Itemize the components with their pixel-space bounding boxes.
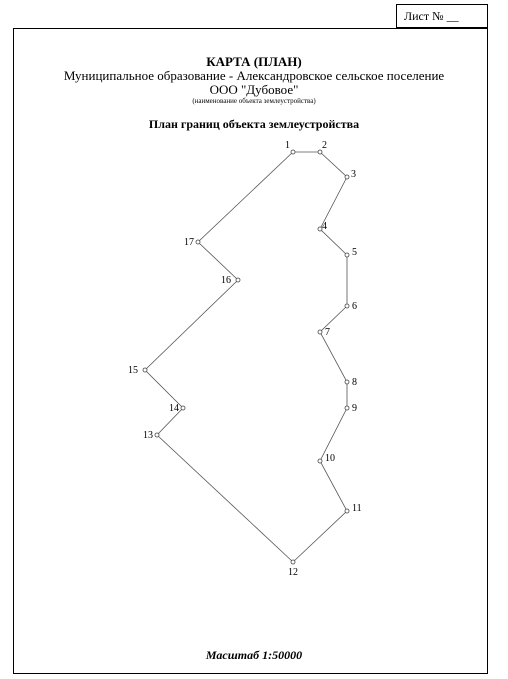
- object-caption: (наименование объекта землеустройства): [192, 97, 316, 105]
- boundary-point-marker: [345, 406, 349, 410]
- sheet-number-box: Лист № __: [396, 4, 488, 28]
- boundary-point-label: 16: [221, 275, 231, 286]
- boundary-point-marker: [318, 459, 322, 463]
- boundary-line: [145, 152, 347, 562]
- boundary-point-marker: [345, 175, 349, 179]
- boundary-point-marker: [291, 560, 295, 564]
- boundary-point-label: 11: [352, 503, 362, 514]
- organization-label: ООО "Дубовое": [209, 82, 299, 97]
- boundary-point-label: 14: [169, 403, 179, 414]
- boundary-point-marker: [345, 380, 349, 384]
- boundary-point-marker: [143, 368, 147, 372]
- boundary-point-marker: [345, 304, 349, 308]
- boundary-point-marker: [155, 433, 159, 437]
- boundary-point-marker: [345, 253, 349, 257]
- boundary-point-label: 6: [352, 301, 357, 312]
- boundary-point-marker: [181, 406, 185, 410]
- boundary-point-label: 5: [352, 247, 357, 258]
- boundary-point-label: 12: [288, 567, 298, 578]
- boundary-point-marker: [291, 150, 295, 154]
- boundary-point-label: 4: [322, 221, 327, 232]
- boundary-point-marker: [345, 509, 349, 513]
- boundary-point-label: 13: [143, 430, 153, 441]
- boundary-point-marker: [318, 330, 322, 334]
- boundary-point-label: 9: [352, 403, 357, 414]
- plan-title: План границ объекта землеустройства: [148, 117, 360, 131]
- boundary-point-marker: [236, 278, 240, 282]
- boundary-point-label: 3: [351, 169, 356, 180]
- boundary-point-label: 2: [322, 140, 327, 151]
- boundary-point-label: 17: [184, 237, 194, 248]
- boundary-point-marker: [196, 240, 200, 244]
- map-title: КАРТА (ПЛАН): [206, 54, 302, 69]
- boundary-point-label: 1: [285, 140, 290, 151]
- boundary-point-label: 10: [325, 453, 335, 464]
- boundary-point-label: 7: [325, 327, 330, 338]
- boundary-markers: [128, 140, 362, 578]
- boundary-point-label: 8: [352, 377, 357, 388]
- municipality-label: Муниципальное образование - Александровское сельское поселение: [63, 68, 445, 83]
- scale-label: Масштаб 1:50000: [205, 648, 303, 662]
- boundary-point-label: 15: [128, 365, 138, 376]
